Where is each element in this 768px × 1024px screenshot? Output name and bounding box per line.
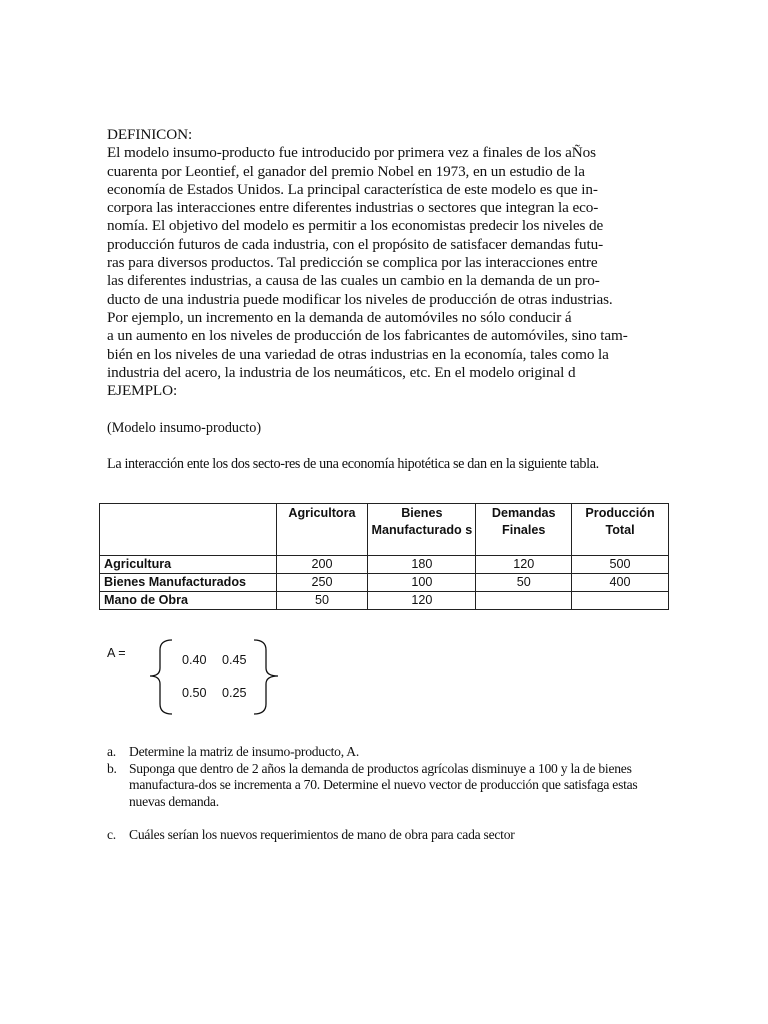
table-cell: 180 (368, 556, 476, 574)
matrix-a (146, 638, 282, 718)
table-header-bienes: Bienes Manufacturado s (368, 504, 476, 556)
questions-list (107, 744, 667, 844)
matrix-cell: 0.40 (182, 653, 207, 667)
question-marker: b. (107, 760, 117, 776)
model-subtitle: (Modelo insumo-producto) (107, 420, 262, 436)
question-text: Cuáles serían los nuevos requerimientos de mano de obra para cada sector (129, 827, 515, 843)
table-cell: 100 (368, 574, 476, 592)
definition-line: El modelo insumo-producto fue introducido por primera vez a finales de los aÑos (107, 144, 596, 162)
list-item (107, 827, 667, 844)
definition-section (107, 126, 667, 400)
definition-line: cuarenta por Leontief, el ganador del premio Nobel en 1973, en un estudio de la (107, 162, 585, 180)
row-label: Bienes Manufacturados (100, 574, 277, 592)
table-header-produccion: Producción Total (572, 504, 669, 556)
list-item (107, 761, 667, 811)
table-cell: 500 (572, 556, 669, 574)
definition-line: producción futuros de cada industria, con el propósito de satisfacer demandas futu- (107, 235, 604, 253)
definition-line: Por ejemplo, un incremento en la demanda de automóviles no sólo conducir á (107, 308, 572, 326)
definition-line: nomía. El objetivo del modelo es permitir a los economistas predecir los niveles de (107, 217, 604, 235)
definition-line: bién en los niveles de una variedad de otras industrias en la economía, tales como la (107, 345, 609, 363)
table-header-row (100, 504, 669, 556)
question-marker: a. (107, 744, 116, 759)
table-header-demandas: Demandas Finales (476, 504, 572, 556)
matrix-cell: 0.50 (182, 686, 207, 700)
definition-heading: DEFINICON: (107, 126, 193, 143)
definition-line: a un aumento en los niveles de producción de los fabricantes de automóviles, sino tam- (107, 327, 628, 345)
table-row (100, 556, 669, 574)
table-cell (476, 592, 572, 610)
table-row (100, 592, 669, 610)
question-text: Suponga que dentro de 2 años la demanda de productos agrícolas disminuye a 100 y la de bienes manufactura-dos se incrementa a 70. Determine el nuevo vector de producción que satisfaga estas nuevas demanda. (129, 760, 638, 809)
table-header-agricultora: Agricultora (276, 504, 368, 556)
table-intro: La interacción ente los dos secto-res de una economía hipotética se dan en la siguiente tabla. (107, 456, 599, 472)
table-cell: 400 (572, 574, 669, 592)
example-heading: EJEMPLO: (107, 382, 178, 400)
table-cell: 50 (476, 574, 572, 592)
table-header-empty (100, 504, 277, 556)
definition-line: ras para diversos productos. Tal predicción se complica por las interacciones entre (107, 254, 598, 272)
list-item (107, 744, 667, 761)
question-text: Determine la matriz de insumo-producto, A. (129, 744, 359, 759)
definition-line: las diferentes industrias, a causa de las cuales un cambio en la demanda de un pro- (107, 272, 600, 290)
input-output-table (99, 503, 669, 610)
definition-line: industria del acero, la industria de los neumáticos, etc. En el modelo original d (107, 363, 576, 381)
table-cell: 250 (276, 574, 368, 592)
row-label: Mano de Obra (100, 592, 277, 610)
definition-line: economía de Estados Unidos. La principal característica de este modelo es que in- (107, 180, 598, 198)
table-cell: 120 (368, 592, 476, 610)
table-cell: 50 (276, 592, 368, 610)
matrix-cell: 0.25 (222, 686, 247, 700)
definition-line: corpora las interacciones entre diferentes industrias o sectores que integran la eco- (107, 199, 599, 217)
matrix-cell: 0.45 (222, 653, 247, 667)
definition-line: ducto de una industria puede modificar los niveles de producción de otras industrias. (107, 290, 613, 308)
table-cell: 120 (476, 556, 572, 574)
table-cell: 200 (276, 556, 368, 574)
matrix-braces (146, 638, 282, 718)
table-cell (572, 592, 669, 610)
row-label: Agricultura (100, 556, 277, 574)
question-marker: c. (107, 827, 116, 843)
table-row (100, 574, 669, 592)
matrix-label: A = (107, 646, 126, 660)
